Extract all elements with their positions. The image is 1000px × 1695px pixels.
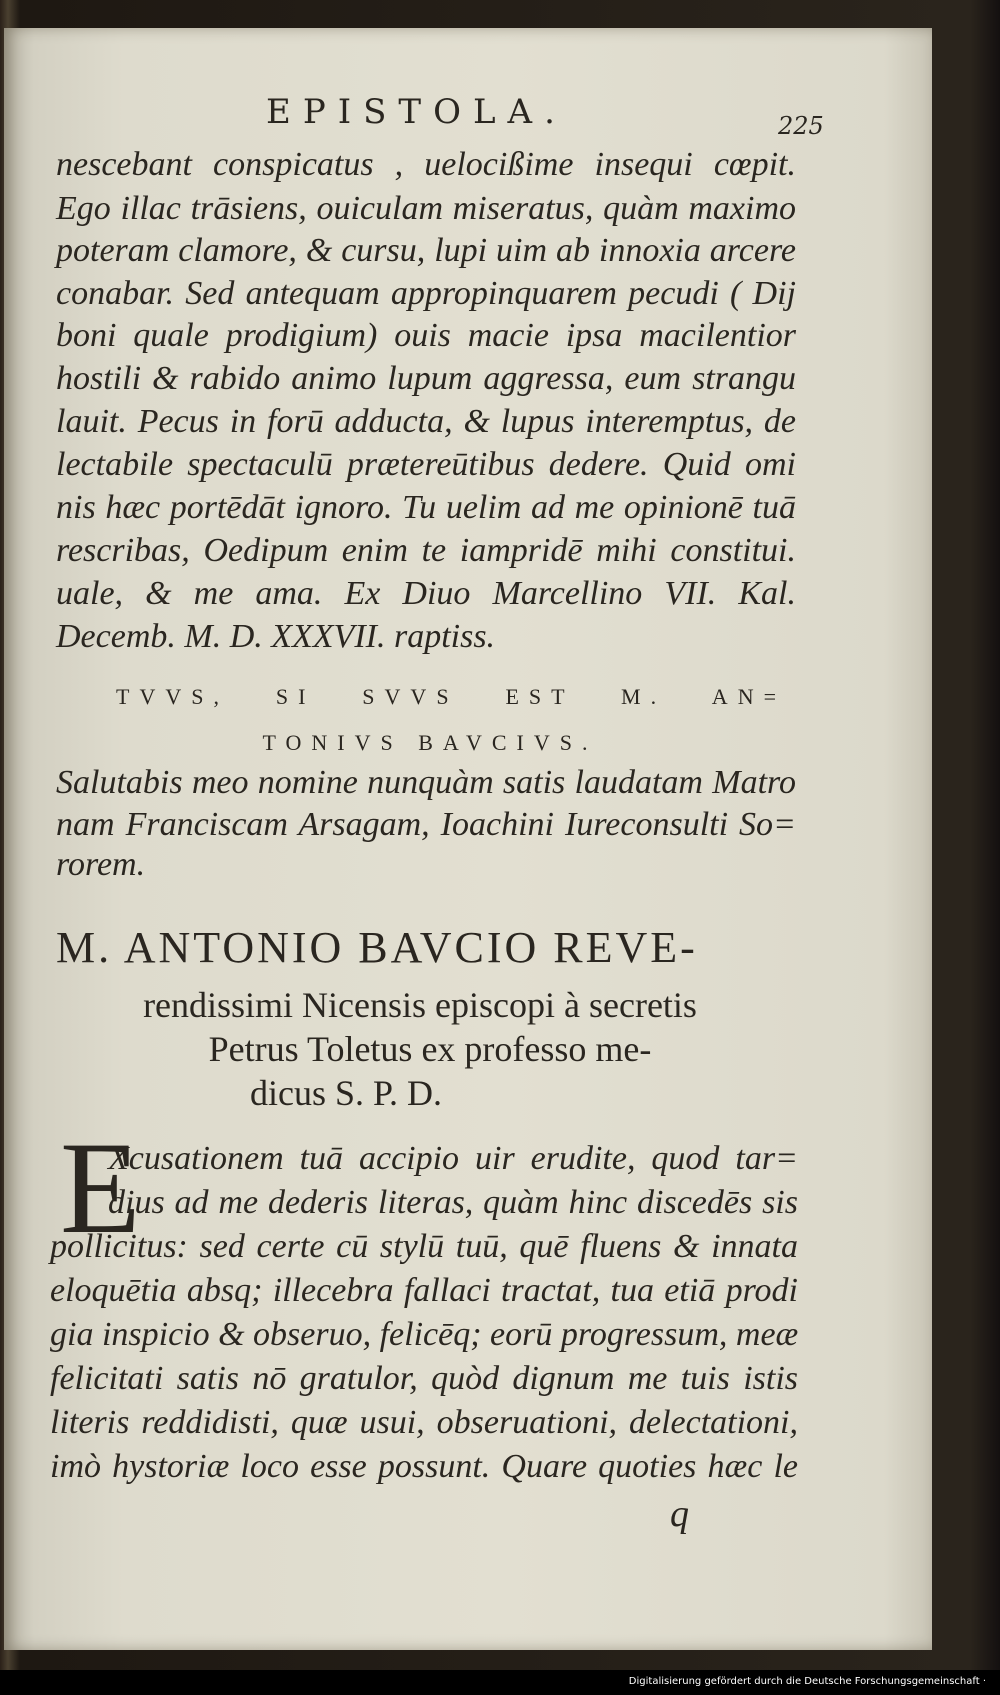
text-line: Xcusationem tuā accipio uir erudite, quod tar= [108,1140,798,1177]
text-line: dius ad me dederis literas, quàm hinc discedēs sis [108,1184,798,1221]
letter-heading-sub: Petrus Toletus ex professo me- [208,1029,652,1069]
postscript-line: nam Franciscam Arsagam, Ioachini Iureconsulti So= [56,806,796,843]
text-line: uale, & me ama. Ex Diuo Marcellino VII. Kal. [56,575,796,612]
text-line: nis hæc portēdāt ignoro. Tu uelim ad me opinionē tuā [56,489,796,526]
letter-heading-sub: dicus S. P. D. [250,1073,443,1113]
text-line: hostili & rabido animo lupum aggressa, eum strangu [56,360,796,397]
text-line: Decemb. M. D. XXXVII. raptiss. [56,618,496,655]
text-line: poteram clamore, & cursu, lupi uim ab innoxia arcere [56,232,796,269]
text-line: felicitati satis nō gratulor, quòd dignum me tuis istis [50,1360,798,1397]
text-line: boni quale prodigium) ouis macie ipsa macilentior [56,317,796,354]
text-line: gia inspicio & obseruo, felicēq; eorū progressum, meæ [50,1316,799,1353]
postscript-line: Salutabis meo nomine nunquàm satis laudatam Matro [56,764,796,801]
letter-heading-sub: rendissimi Nicensis episcopi à secretis [143,985,697,1025]
text-line: pollicitus: sed certe cū stylū tuū, quē fluens & innata [50,1228,798,1265]
text-line: nescebant conspicatus , uelocißime insequi cœpit. [56,146,796,183]
drop-cap: E [60,1114,141,1261]
text-line: rescribas, Oedipum enim te iampridē mihi constitui. [56,532,796,569]
postscript-line: rorem. [56,846,146,883]
closing-line: TVVS, SI SVVS EST M. AN= [116,684,786,709]
text-line: literis reddidisti, quæ usui, obseruationi, delectationi, [50,1404,798,1441]
closing-line: TONIVS BAVCIVS. [262,730,598,755]
text-line: lectabile spectaculū prætereūtibus dedere. Quid omi [56,446,796,483]
text-line: Ego illac trāsiens, ouiculam miseratus, quàm maximo [56,190,796,227]
letter-heading: M. ANTONIO BAVCIO REVE- [56,923,698,972]
digitization-credit: Digitalisierung gefördert durch die Deutsche Forschungsgemeinschaft · [628,1676,986,1687]
text-line: eloquētia absq; illecebra fallaci tractat, tua etiā prodi [50,1272,798,1309]
text-line: lauit. Pecus in forū adducta, & lupus interemptus, de [56,403,796,440]
page-number: 225 [778,112,824,140]
signature-mark: q [670,1493,689,1535]
text-line: imò hystoriæ loco esse possunt. Quare quoties hæc le [50,1448,798,1485]
running-title: EPISTOLA. [266,92,567,132]
text-line: conabar. Sed antequam appropinquarem pecudi ( Dij [56,275,796,312]
